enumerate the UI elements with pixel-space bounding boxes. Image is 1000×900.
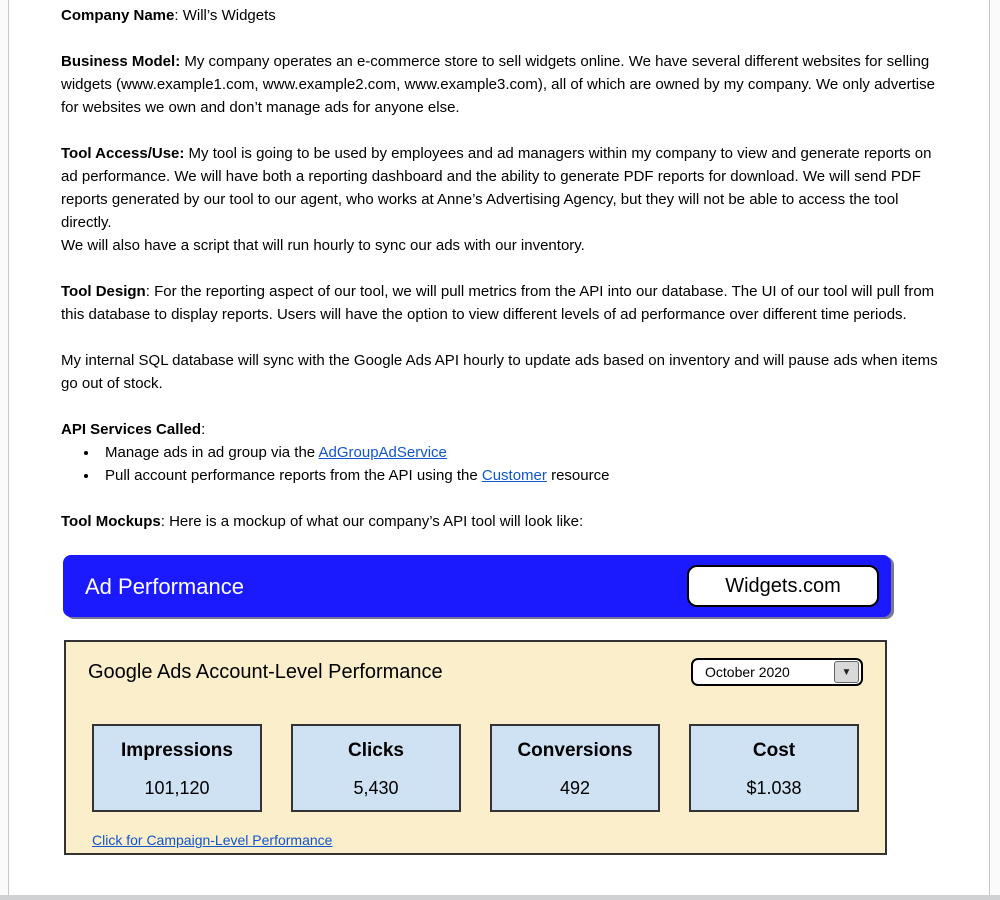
date-range-value: October 2020 xyxy=(705,663,790,680)
metric-card-conversions xyxy=(490,724,660,812)
chevron-down-icon[interactable]: ▼ xyxy=(834,661,859,683)
company-name-label: Company Name xyxy=(61,7,175,24)
company-name-paragraph xyxy=(61,4,941,27)
metric-label: Cost xyxy=(752,740,796,761)
bullet-2-pre: Pull account performance reports from the API using the xyxy=(105,467,482,484)
tool-mockups-label: Tool Mockups xyxy=(61,513,161,530)
metric-card-impressions xyxy=(92,724,262,812)
tool-mockups-paragraph xyxy=(61,510,941,533)
bullet-1-pre: Manage ads in ad group via the xyxy=(105,444,319,461)
metric-value: 101,120 xyxy=(144,778,210,798)
metric-card-clicks xyxy=(291,724,461,812)
company-name-value: : Will’s Widgets xyxy=(174,7,276,24)
business-model-body: My company operates an e-commerce store to sell widgets online. We have several different websites for selling widgets (www.example1.com, www.example2.com, www.example3.com), all of which are owned by my company. We only advertise for websites we own and don’t manage ads for anyone else. xyxy=(61,53,935,116)
tool-design-paragraph xyxy=(61,280,941,326)
bullet-2-post: resource xyxy=(546,467,610,484)
account-performance-panel xyxy=(64,640,887,855)
metric-value: $1.038 xyxy=(746,778,802,798)
list-item xyxy=(99,464,941,487)
tool-access-label: Tool Access/Use: xyxy=(61,145,185,162)
metric-label: Clicks xyxy=(348,740,404,761)
site-selector-button[interactable]: Widgets.com xyxy=(687,565,879,607)
metric-label: Impressions xyxy=(121,740,233,761)
tool-access-body: My tool is going to be used by employees and ad managers within my company to view and generate reports on ad performance. We will have both a reporting dashboard and the ability to generate PDF reports for download. We will send PDF reports generated by our tool to our agent, who works at Anne’s Advertising Agency, but they will not be able to access the tool directly. xyxy=(61,145,932,231)
metric-value: 5,430 xyxy=(353,778,399,798)
sql-note-paragraph: My internal SQL database will sync with the Google Ads API hourly to update ads based on inventory and will pause ads when items go out of stock. xyxy=(61,352,938,392)
list-item xyxy=(99,441,941,464)
metric-value: 492 xyxy=(559,778,591,798)
metric-card-cost xyxy=(689,724,859,812)
panel-title: Google Ads Account-Level Performance xyxy=(88,660,443,683)
mockup-app-header xyxy=(63,555,891,617)
metrics-row xyxy=(88,724,863,812)
page-bottom-edge xyxy=(0,895,1000,900)
tool-access-paragraph xyxy=(61,142,941,257)
metric-label: Conversions xyxy=(517,740,633,761)
api-services-suffix: : xyxy=(201,421,206,438)
date-range-dropdown[interactable] xyxy=(691,658,863,686)
adgroupadservice-link[interactable]: AdGroupAdService xyxy=(318,444,447,461)
document-content xyxy=(9,0,989,855)
tool-design-label: Tool Design xyxy=(61,283,146,300)
api-services-label: API Services Called xyxy=(61,421,202,438)
tool-design-body: : For the reporting aspect of our tool, we will pull metrics from the API into our database. The UI of our tool will pull from this database to display reports. Users will have the option to view different levels of ad performance over different time periods. xyxy=(61,283,935,323)
document-page xyxy=(8,0,990,896)
business-model-paragraph xyxy=(61,50,941,119)
tool-mockups-body: : Here is a mockup of what our company’s API tool will look like: xyxy=(160,513,584,530)
tool-access-body2: We will also have a script that will run hourly to sync our ads with our inventory. xyxy=(61,237,585,254)
business-model-label: Business Model: xyxy=(61,53,181,70)
customer-link[interactable]: Customer xyxy=(481,467,547,484)
api-services-list xyxy=(61,441,941,487)
api-services-heading xyxy=(61,418,941,441)
campaign-level-performance-link[interactable]: Click for Campaign-Level Performance xyxy=(92,832,333,848)
panel-header-row xyxy=(88,658,863,686)
mockup-app-title: Ad Performance xyxy=(85,573,244,599)
